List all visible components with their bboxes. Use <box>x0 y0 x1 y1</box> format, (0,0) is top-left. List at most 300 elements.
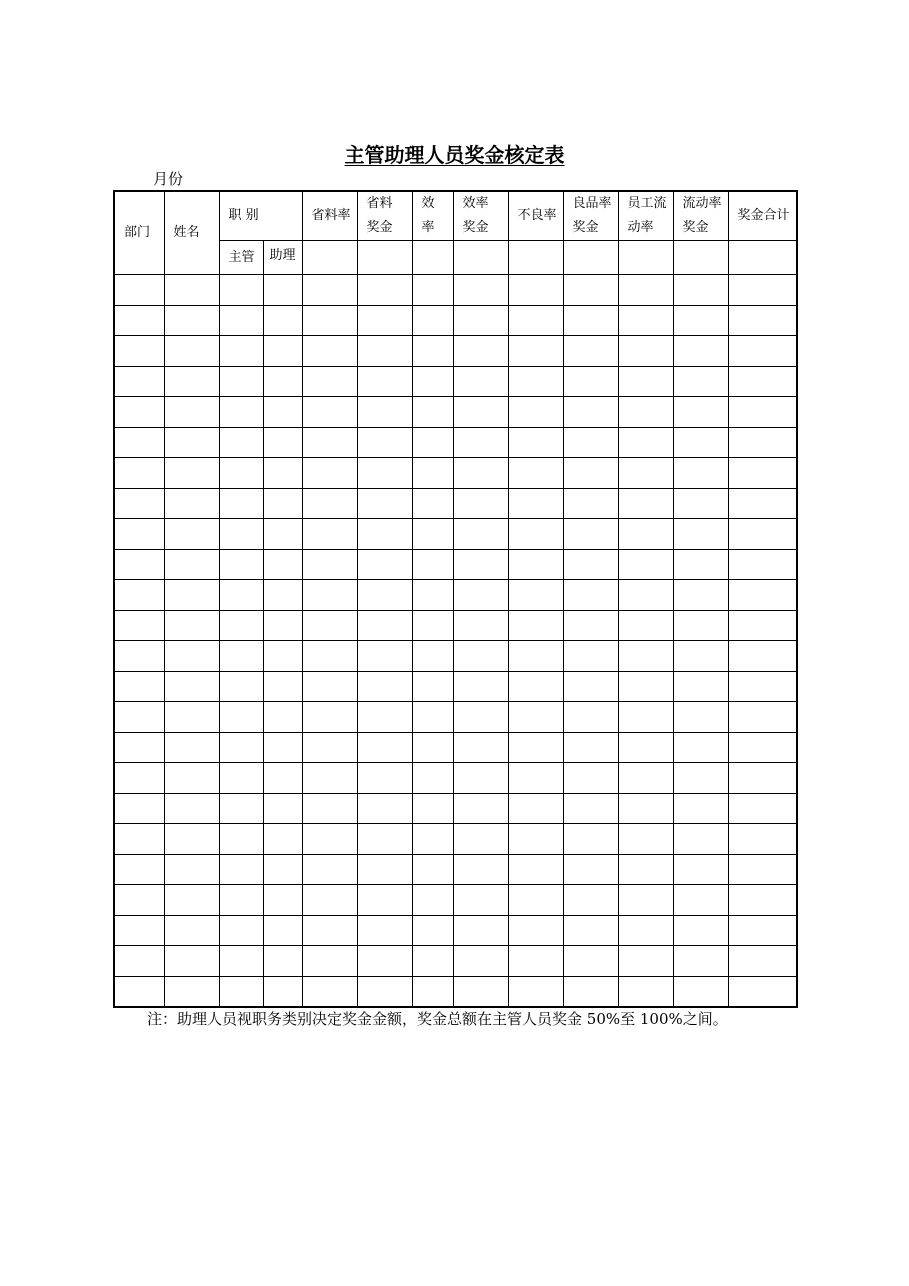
table-cell[interactable] <box>164 976 219 1007</box>
table-cell[interactable] <box>114 976 164 1007</box>
table-cell[interactable] <box>114 946 164 977</box>
table-cell[interactable] <box>114 702 164 733</box>
table-cell[interactable] <box>357 366 412 397</box>
table-cell[interactable] <box>508 702 563 733</box>
table-cell[interactable] <box>618 915 673 946</box>
table-cell[interactable] <box>219 885 263 916</box>
table-cell[interactable] <box>302 610 357 641</box>
table-cell[interactable] <box>412 610 453 641</box>
table-cell[interactable] <box>219 763 263 794</box>
table-cell[interactable] <box>673 549 728 580</box>
table-cell[interactable] <box>357 458 412 489</box>
table-cell[interactable] <box>412 946 453 977</box>
table-cell[interactable] <box>302 671 357 702</box>
table-cell[interactable] <box>302 915 357 946</box>
table-cell[interactable] <box>728 519 797 550</box>
table-cell[interactable] <box>673 519 728 550</box>
table-cell[interactable] <box>412 519 453 550</box>
table-cell[interactable] <box>673 702 728 733</box>
table-cell[interactable] <box>728 397 797 428</box>
table-cell[interactable] <box>673 671 728 702</box>
table-cell[interactable] <box>453 397 508 428</box>
table-cell[interactable] <box>563 946 618 977</box>
table-cell[interactable] <box>453 824 508 855</box>
table-cell[interactable] <box>263 641 302 672</box>
table-cell[interactable] <box>728 702 797 733</box>
table-cell[interactable] <box>263 488 302 519</box>
table-cell[interactable] <box>302 458 357 489</box>
table-cell[interactable] <box>673 732 728 763</box>
table-cell[interactable] <box>357 976 412 1007</box>
table-cell[interactable] <box>618 671 673 702</box>
table-cell[interactable] <box>357 397 412 428</box>
table-cell[interactable] <box>563 732 618 763</box>
table-cell[interactable] <box>453 885 508 916</box>
table-cell[interactable] <box>164 885 219 916</box>
table-cell[interactable] <box>563 305 618 336</box>
table-cell[interactable] <box>728 305 797 336</box>
table-cell[interactable] <box>114 824 164 855</box>
table-cell[interactable] <box>302 519 357 550</box>
table-cell[interactable] <box>164 702 219 733</box>
table-cell[interactable] <box>618 488 673 519</box>
table-cell[interactable] <box>263 915 302 946</box>
table-cell[interactable] <box>263 702 302 733</box>
table-cell[interactable] <box>302 824 357 855</box>
table-cell[interactable] <box>114 549 164 580</box>
table-cell[interactable] <box>728 885 797 916</box>
table-cell[interactable] <box>618 793 673 824</box>
table-cell[interactable] <box>164 336 219 367</box>
table-cell[interactable] <box>673 275 728 306</box>
table-cell[interactable] <box>728 275 797 306</box>
table-cell[interactable] <box>563 519 618 550</box>
table-cell[interactable] <box>728 427 797 458</box>
table-cell[interactable] <box>412 397 453 428</box>
table-cell[interactable] <box>508 305 563 336</box>
table-cell[interactable] <box>263 366 302 397</box>
table-cell[interactable] <box>453 427 508 458</box>
table-cell[interactable] <box>618 946 673 977</box>
table-cell[interactable] <box>453 336 508 367</box>
table-cell[interactable] <box>302 793 357 824</box>
table-cell[interactable] <box>412 702 453 733</box>
table-cell[interactable] <box>114 610 164 641</box>
table-cell[interactable] <box>114 580 164 611</box>
table-cell[interactable] <box>302 427 357 458</box>
table-cell[interactable] <box>453 763 508 794</box>
table-cell[interactable] <box>164 946 219 977</box>
table-cell[interactable] <box>219 275 263 306</box>
table-cell[interactable] <box>618 427 673 458</box>
table-cell[interactable] <box>357 305 412 336</box>
table-cell[interactable] <box>508 397 563 428</box>
table-cell[interactable] <box>164 671 219 702</box>
table-cell[interactable] <box>673 458 728 489</box>
table-cell[interactable] <box>219 519 263 550</box>
table-cell[interactable] <box>357 549 412 580</box>
table-cell[interactable] <box>508 336 563 367</box>
table-cell[interactable] <box>453 366 508 397</box>
table-cell[interactable] <box>453 305 508 336</box>
table-cell[interactable] <box>219 946 263 977</box>
table-cell[interactable] <box>508 549 563 580</box>
table-cell[interactable] <box>453 519 508 550</box>
table-cell[interactable] <box>618 854 673 885</box>
table-cell[interactable] <box>673 488 728 519</box>
table-cell[interactable] <box>508 275 563 306</box>
table-cell[interactable] <box>114 519 164 550</box>
table-cell[interactable] <box>164 488 219 519</box>
table-cell[interactable] <box>412 580 453 611</box>
table-cell[interactable] <box>618 305 673 336</box>
table-cell[interactable] <box>563 641 618 672</box>
table-cell[interactable] <box>412 305 453 336</box>
table-cell[interactable] <box>114 641 164 672</box>
table-cell[interactable] <box>673 793 728 824</box>
table-cell[interactable] <box>412 458 453 489</box>
table-cell[interactable] <box>114 915 164 946</box>
table-cell[interactable] <box>618 641 673 672</box>
table-cell[interactable] <box>673 946 728 977</box>
table-cell[interactable] <box>114 336 164 367</box>
table-cell[interactable] <box>412 671 453 702</box>
table-cell[interactable] <box>508 824 563 855</box>
table-cell[interactable] <box>412 549 453 580</box>
table-cell[interactable] <box>728 549 797 580</box>
table-cell[interactable] <box>618 610 673 641</box>
table-cell[interactable] <box>728 915 797 946</box>
table-cell[interactable] <box>508 793 563 824</box>
table-cell[interactable] <box>302 976 357 1007</box>
table-cell[interactable] <box>728 763 797 794</box>
table-cell[interactable] <box>302 946 357 977</box>
table-cell[interactable] <box>563 366 618 397</box>
table-cell[interactable] <box>164 854 219 885</box>
table-cell[interactable] <box>618 580 673 611</box>
table-cell[interactable] <box>412 976 453 1007</box>
table-cell[interactable] <box>164 427 219 458</box>
table-cell[interactable] <box>357 488 412 519</box>
table-cell[interactable] <box>728 854 797 885</box>
table-cell[interactable] <box>673 305 728 336</box>
table-cell[interactable] <box>114 488 164 519</box>
table-cell[interactable] <box>357 854 412 885</box>
table-cell[interactable] <box>453 580 508 611</box>
table-cell[interactable] <box>673 610 728 641</box>
table-cell[interactable] <box>263 946 302 977</box>
table-cell[interactable] <box>673 915 728 946</box>
table-cell[interactable] <box>412 793 453 824</box>
table-cell[interactable] <box>263 824 302 855</box>
table-cell[interactable] <box>508 458 563 489</box>
table-cell[interactable] <box>114 366 164 397</box>
table-cell[interactable] <box>728 793 797 824</box>
table-cell[interactable] <box>219 824 263 855</box>
table-cell[interactable] <box>263 671 302 702</box>
table-cell[interactable] <box>302 763 357 794</box>
table-cell[interactable] <box>412 824 453 855</box>
table-cell[interactable] <box>164 824 219 855</box>
table-cell[interactable] <box>263 854 302 885</box>
table-cell[interactable] <box>263 793 302 824</box>
table-cell[interactable] <box>164 793 219 824</box>
table-cell[interactable] <box>563 275 618 306</box>
table-cell[interactable] <box>114 427 164 458</box>
table-cell[interactable] <box>164 915 219 946</box>
table-cell[interactable] <box>453 488 508 519</box>
table-cell[interactable] <box>508 885 563 916</box>
table-cell[interactable] <box>219 366 263 397</box>
table-cell[interactable] <box>357 885 412 916</box>
table-cell[interactable] <box>563 610 618 641</box>
table-cell[interactable] <box>302 641 357 672</box>
table-cell[interactable] <box>563 549 618 580</box>
table-cell[interactable] <box>508 976 563 1007</box>
table-cell[interactable] <box>453 610 508 641</box>
table-cell[interactable] <box>263 549 302 580</box>
table-cell[interactable] <box>563 458 618 489</box>
table-cell[interactable] <box>219 458 263 489</box>
table-cell[interactable] <box>114 458 164 489</box>
table-cell[interactable] <box>219 580 263 611</box>
table-cell[interactable] <box>563 885 618 916</box>
table-cell[interactable] <box>219 488 263 519</box>
table-cell[interactable] <box>263 885 302 916</box>
table-cell[interactable] <box>263 976 302 1007</box>
table-cell[interactable] <box>219 915 263 946</box>
table-cell[interactable] <box>302 549 357 580</box>
table-cell[interactable] <box>219 397 263 428</box>
table-cell[interactable] <box>673 397 728 428</box>
table-cell[interactable] <box>164 305 219 336</box>
table-cell[interactable] <box>114 763 164 794</box>
table-cell[interactable] <box>453 702 508 733</box>
table-cell[interactable] <box>164 397 219 428</box>
table-cell[interactable] <box>563 976 618 1007</box>
table-cell[interactable] <box>563 854 618 885</box>
table-cell[interactable] <box>357 580 412 611</box>
table-cell[interactable] <box>114 885 164 916</box>
table-cell[interactable] <box>357 275 412 306</box>
table-cell[interactable] <box>453 275 508 306</box>
table-cell[interactable] <box>302 488 357 519</box>
table-cell[interactable] <box>618 702 673 733</box>
table-cell[interactable] <box>219 671 263 702</box>
table-cell[interactable] <box>618 824 673 855</box>
table-cell[interactable] <box>164 610 219 641</box>
table-cell[interactable] <box>263 397 302 428</box>
table-cell[interactable] <box>728 976 797 1007</box>
table-cell[interactable] <box>673 641 728 672</box>
table-cell[interactable] <box>728 458 797 489</box>
table-cell[interactable] <box>563 397 618 428</box>
table-cell[interactable] <box>219 336 263 367</box>
table-cell[interactable] <box>114 305 164 336</box>
table-cell[interactable] <box>453 671 508 702</box>
table-cell[interactable] <box>618 519 673 550</box>
table-cell[interactable] <box>563 763 618 794</box>
table-cell[interactable] <box>357 824 412 855</box>
table-cell[interactable] <box>508 488 563 519</box>
table-cell[interactable] <box>302 397 357 428</box>
table-cell[interactable] <box>412 732 453 763</box>
table-cell[interactable] <box>263 275 302 306</box>
table-cell[interactable] <box>728 336 797 367</box>
table-cell[interactable] <box>219 610 263 641</box>
table-cell[interactable] <box>563 915 618 946</box>
table-cell[interactable] <box>114 275 164 306</box>
table-cell[interactable] <box>164 275 219 306</box>
table-cell[interactable] <box>728 641 797 672</box>
table-cell[interactable] <box>508 763 563 794</box>
table-cell[interactable] <box>219 854 263 885</box>
table-cell[interactable] <box>302 275 357 306</box>
table-cell[interactable] <box>508 519 563 550</box>
table-cell[interactable] <box>357 793 412 824</box>
table-cell[interactable] <box>728 366 797 397</box>
table-cell[interactable] <box>302 336 357 367</box>
table-cell[interactable] <box>412 763 453 794</box>
table-cell[interactable] <box>618 275 673 306</box>
table-cell[interactable] <box>618 763 673 794</box>
table-cell[interactable] <box>453 915 508 946</box>
table-cell[interactable] <box>302 305 357 336</box>
table-cell[interactable] <box>453 946 508 977</box>
table-cell[interactable] <box>673 824 728 855</box>
table-cell[interactable] <box>164 641 219 672</box>
table-cell[interactable] <box>263 763 302 794</box>
table-cell[interactable] <box>302 732 357 763</box>
table-cell[interactable] <box>302 702 357 733</box>
table-cell[interactable] <box>563 580 618 611</box>
table-cell[interactable] <box>453 854 508 885</box>
table-cell[interactable] <box>357 519 412 550</box>
table-cell[interactable] <box>412 641 453 672</box>
table-cell[interactable] <box>164 763 219 794</box>
table-cell[interactable] <box>508 610 563 641</box>
table-cell[interactable] <box>618 397 673 428</box>
table-cell[interactable] <box>563 671 618 702</box>
table-cell[interactable] <box>618 885 673 916</box>
table-cell[interactable] <box>412 915 453 946</box>
table-cell[interactable] <box>164 732 219 763</box>
table-cell[interactable] <box>114 397 164 428</box>
table-cell[interactable] <box>673 763 728 794</box>
table-cell[interactable] <box>357 671 412 702</box>
table-cell[interactable] <box>563 488 618 519</box>
table-cell[interactable] <box>219 976 263 1007</box>
table-cell[interactable] <box>302 366 357 397</box>
table-cell[interactable] <box>114 793 164 824</box>
table-cell[interactable] <box>618 732 673 763</box>
table-cell[interactable] <box>508 580 563 611</box>
table-cell[interactable] <box>357 915 412 946</box>
table-cell[interactable] <box>219 793 263 824</box>
table-cell[interactable] <box>673 885 728 916</box>
table-cell[interactable] <box>728 824 797 855</box>
table-cell[interactable] <box>618 976 673 1007</box>
table-cell[interactable] <box>728 580 797 611</box>
table-cell[interactable] <box>508 366 563 397</box>
table-cell[interactable] <box>357 336 412 367</box>
table-cell[interactable] <box>164 549 219 580</box>
table-cell[interactable] <box>508 732 563 763</box>
table-cell[interactable] <box>673 580 728 611</box>
table-cell[interactable] <box>263 305 302 336</box>
table-cell[interactable] <box>673 427 728 458</box>
table-cell[interactable] <box>563 793 618 824</box>
table-cell[interactable] <box>728 732 797 763</box>
table-cell[interactable] <box>114 732 164 763</box>
table-cell[interactable] <box>302 885 357 916</box>
table-cell[interactable] <box>563 336 618 367</box>
table-cell[interactable] <box>618 549 673 580</box>
table-cell[interactable] <box>357 763 412 794</box>
table-cell[interactable] <box>357 732 412 763</box>
table-cell[interactable] <box>508 854 563 885</box>
table-cell[interactable] <box>302 580 357 611</box>
table-cell[interactable] <box>728 610 797 641</box>
table-cell[interactable] <box>673 366 728 397</box>
table-cell[interactable] <box>618 458 673 489</box>
table-cell[interactable] <box>219 641 263 672</box>
table-cell[interactable] <box>508 641 563 672</box>
table-cell[interactable] <box>263 519 302 550</box>
table-cell[interactable] <box>219 305 263 336</box>
table-cell[interactable] <box>673 854 728 885</box>
table-cell[interactable] <box>453 976 508 1007</box>
table-cell[interactable] <box>453 458 508 489</box>
table-cell[interactable] <box>412 488 453 519</box>
table-cell[interactable] <box>412 854 453 885</box>
table-cell[interactable] <box>508 915 563 946</box>
table-cell[interactable] <box>302 854 357 885</box>
table-cell[interactable] <box>357 641 412 672</box>
table-cell[interactable] <box>453 641 508 672</box>
table-cell[interactable] <box>412 366 453 397</box>
table-cell[interactable] <box>263 610 302 641</box>
table-cell[interactable] <box>219 702 263 733</box>
table-cell[interactable] <box>453 793 508 824</box>
table-cell[interactable] <box>508 671 563 702</box>
table-cell[interactable] <box>357 610 412 641</box>
table-cell[interactable] <box>412 427 453 458</box>
table-cell[interactable] <box>219 549 263 580</box>
table-cell[interactable] <box>563 824 618 855</box>
table-cell[interactable] <box>453 732 508 763</box>
table-cell[interactable] <box>563 427 618 458</box>
table-cell[interactable] <box>453 549 508 580</box>
table-cell[interactable] <box>263 732 302 763</box>
table-cell[interactable] <box>357 702 412 733</box>
table-cell[interactable] <box>164 519 219 550</box>
table-cell[interactable] <box>263 336 302 367</box>
table-cell[interactable] <box>563 702 618 733</box>
table-cell[interactable] <box>164 366 219 397</box>
table-cell[interactable] <box>114 854 164 885</box>
table-cell[interactable] <box>508 946 563 977</box>
table-cell[interactable] <box>508 427 563 458</box>
table-cell[interactable] <box>412 885 453 916</box>
table-cell[interactable] <box>219 427 263 458</box>
table-cell[interactable] <box>618 336 673 367</box>
table-cell[interactable] <box>263 427 302 458</box>
table-cell[interactable] <box>219 732 263 763</box>
table-cell[interactable] <box>263 580 302 611</box>
table-cell[interactable] <box>164 458 219 489</box>
table-cell[interactable] <box>728 671 797 702</box>
